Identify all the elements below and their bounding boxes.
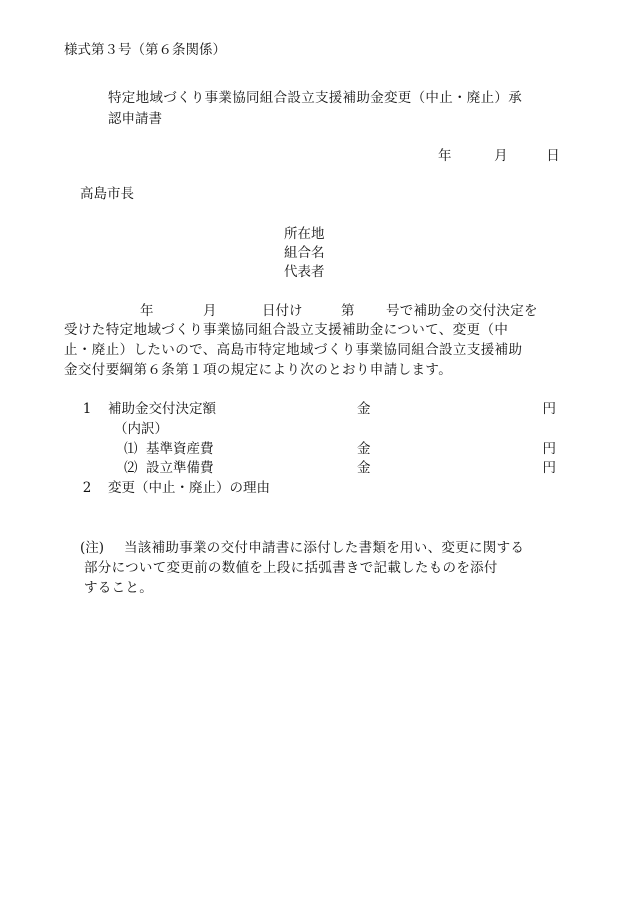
- body-line-4: 金交付要綱第６条第１項の規定により次のとおり申請します。: [64, 362, 453, 378]
- note-line-1: 当該補助事業の交付申請書に添付した書類を用い、変更に関する: [124, 540, 525, 556]
- sub-item-1-label: 基準資産費: [146, 441, 214, 457]
- date-day: 日: [546, 148, 560, 164]
- item-1-label: 補助金交付決定額: [108, 401, 216, 417]
- date-month: 月: [494, 148, 508, 164]
- form-number: 様式第３号（第６条関係）: [64, 42, 226, 58]
- body-number-suffix: 号で補助金の交付決定を: [386, 303, 538, 319]
- body-dated: 日付け: [262, 303, 303, 319]
- item-2-number: 2: [82, 480, 92, 496]
- body-number-prefix: 第: [341, 303, 355, 319]
- body-line-2: 受けた特定地域づくり事業協同組合設立支援補助金について、変更（中: [64, 322, 509, 338]
- sub-item-1-yen: 円: [542, 441, 556, 457]
- item-1-yen: 円: [542, 401, 556, 417]
- note-line-2: 部分について変更前の数値を上段に括弧書きで記載したものを添付: [84, 560, 498, 576]
- sub-item-1-number: ⑴: [124, 441, 138, 457]
- item-2-label: 変更（中止・廃止）の理由: [108, 480, 270, 496]
- addressee: 高島市長: [80, 186, 134, 202]
- sub-item-2-kin: 金: [357, 460, 371, 476]
- sub-item-2-yen: 円: [542, 460, 556, 476]
- applicant-representative-label: 代表者: [284, 264, 325, 280]
- document-title-line-2: 認申請書: [108, 111, 162, 127]
- item-1-kin: 金: [357, 401, 371, 417]
- applicant-address-label: 所在地: [284, 226, 325, 242]
- body-year: 年: [140, 303, 154, 319]
- body-line-3: 止・廃止）したいので、高島市特定地域づくり事業協同組合設立支援補助: [64, 342, 523, 358]
- application-date: [438, 150, 560, 164]
- sub-item-2-label: 設立準備費: [146, 460, 214, 476]
- note-label: (注): [80, 540, 105, 556]
- note-line-3: すること。: [84, 580, 153, 596]
- sub-item-1-kin: 金: [357, 441, 371, 457]
- applicant-union-name-label: 組合名: [284, 245, 325, 261]
- date-year: 年: [438, 148, 452, 164]
- breakdown-label: （内訳）: [114, 421, 168, 437]
- sub-item-2-number: ⑵: [124, 460, 138, 476]
- item-1-number: 1: [82, 401, 92, 417]
- body-month: 月: [203, 303, 217, 319]
- document-title-line-1: 特定地域づくり事業協同組合設立支援補助金変更（中止・廃止）承: [108, 90, 522, 106]
